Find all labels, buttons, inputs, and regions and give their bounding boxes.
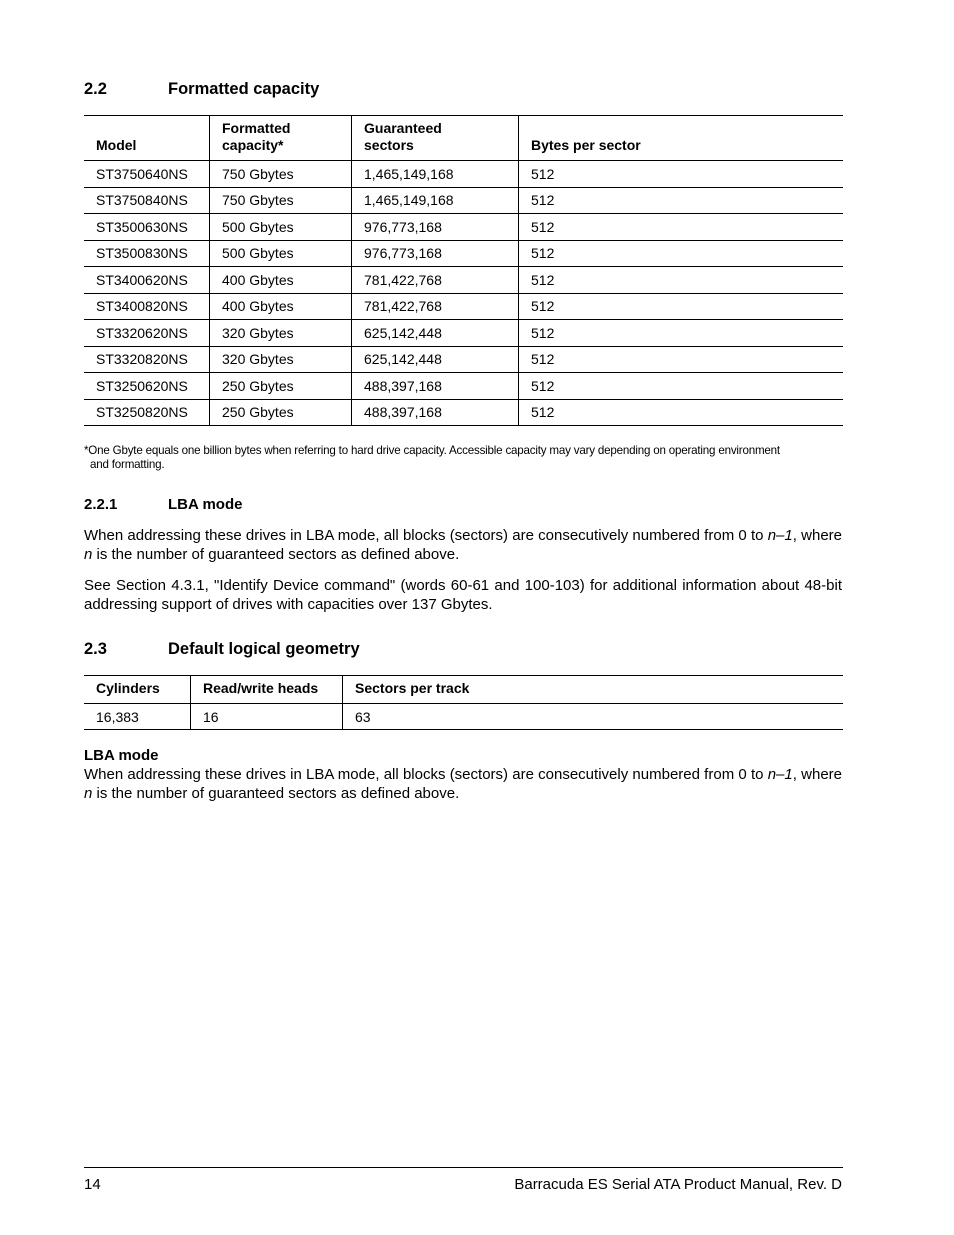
capacity-footnote (84, 444, 846, 472)
table-header-row (84, 116, 843, 161)
cell-bytes-per-sector: 512 (519, 399, 844, 426)
cell-model: ST3250620NS (84, 373, 210, 400)
cell-bytes-per-sector: 512 (519, 267, 844, 294)
cell-bytes-per-sector: 512 (519, 161, 844, 188)
column-header-formatted-capacity-text: Formatted capacity* (222, 120, 291, 153)
section-number: 2.3 (84, 640, 107, 658)
cell-bytes-per-sector: 512 (519, 373, 844, 400)
cell-bytes-per-sector: 512 (519, 214, 844, 241)
column-header-bytes-per-sector: Bytes per sector (519, 116, 844, 161)
cell-model: ST3320820NS (84, 346, 210, 373)
cell-model: ST3320620NS (84, 320, 210, 347)
table-header-row (84, 676, 843, 704)
paragraph-text: When addressing these drives in LBA mode, all blocks (sectors) are consecutively numbered from 0 to (84, 527, 768, 544)
variable-n-minus-1: n–1 (767, 766, 793, 783)
cell-formatted-capacity: 250 Gbytes (210, 373, 352, 400)
table-row (84, 240, 843, 267)
variable-n: n (84, 546, 93, 563)
table-row (84, 320, 843, 347)
column-header-formatted-capacity (210, 116, 352, 161)
footer-divider (84, 1167, 843, 1168)
section-title: LBA mode (168, 496, 243, 513)
cell-read-write-heads: 16 (191, 704, 343, 730)
column-header-read-write-heads: Read/write heads (191, 676, 343, 704)
cell-formatted-capacity: 500 Gbytes (210, 240, 352, 267)
column-header-guaranteed-sectors (352, 116, 519, 161)
cell-formatted-capacity: 500 Gbytes (210, 214, 352, 241)
section-heading-2-2-1 (84, 496, 242, 513)
section-number: 2.2 (84, 80, 107, 98)
cell-guaranteed-sectors: 625,142,448 (352, 320, 519, 347)
cell-bytes-per-sector: 512 (519, 293, 844, 320)
variable-n: n (84, 785, 93, 802)
table-row (84, 214, 843, 241)
table-row (84, 704, 843, 730)
cell-model: ST3400620NS (84, 267, 210, 294)
cell-model: ST3750640NS (84, 161, 210, 188)
column-header-sectors-per-track: Sectors per track (343, 676, 844, 704)
column-header-guaranteed-sectors-text: Guaranteed sectors (364, 120, 442, 153)
column-header-model: Model (84, 116, 210, 161)
column-header-cylinders: Cylinders (84, 676, 191, 704)
table-row (84, 293, 843, 320)
table-row (84, 267, 843, 294)
logical-geometry-table (84, 675, 843, 730)
cell-bytes-per-sector: 512 (519, 187, 844, 214)
cell-guaranteed-sectors: 781,422,768 (352, 267, 519, 294)
document-title: Barracuda ES Serial ATA Product Manual, Rev. D (514, 1176, 842, 1193)
cell-cylinders: 16,383 (84, 704, 191, 730)
cell-sectors-per-track: 63 (343, 704, 844, 730)
cell-model: ST3500630NS (84, 214, 210, 241)
section-heading-2-2 (84, 80, 319, 99)
table-row (84, 346, 843, 373)
cell-guaranteed-sectors: 976,773,168 (352, 240, 519, 267)
cell-guaranteed-sectors: 488,397,168 (352, 373, 519, 400)
cell-bytes-per-sector: 512 (519, 320, 844, 347)
cell-model: ST3250820NS (84, 399, 210, 426)
paragraph-text: , where (792, 527, 842, 544)
section-title: Formatted capacity (168, 80, 320, 98)
cell-formatted-capacity: 400 Gbytes (210, 293, 352, 320)
footnote-line-2: and formatting. (90, 458, 165, 471)
cell-guaranteed-sectors: 976,773,168 (352, 214, 519, 241)
table-row (84, 399, 843, 426)
lba-mode-label: LBA mode (84, 747, 159, 764)
paragraph-text: is the number of guaranteed sectors as defined above. (92, 546, 460, 563)
table-row (84, 373, 843, 400)
lba-mode-paragraph (84, 526, 842, 564)
paragraph-text: is the number of guaranteed sectors as defined above. (92, 785, 460, 802)
cell-bytes-per-sector: 512 (519, 240, 844, 267)
cell-model: ST3750840NS (84, 187, 210, 214)
cell-guaranteed-sectors: 625,142,448 (352, 346, 519, 373)
cell-formatted-capacity: 250 Gbytes (210, 399, 352, 426)
cell-guaranteed-sectors: 1,465,149,168 (352, 187, 519, 214)
paragraph-text: , where (792, 766, 842, 783)
identify-device-paragraph: See Section 4.3.1, "Identify Device command" (words 60-61 and 100-103) for additional information about 48-bit addressing support of drives with capacities over 137 Gbytes. (84, 577, 842, 613)
paragraph-text: When addressing these drives in LBA mode, all blocks (sectors) are consecutively numbered from 0 to (84, 766, 768, 783)
section-heading-2-3 (84, 640, 360, 659)
table-row (84, 187, 843, 214)
cell-bytes-per-sector: 512 (519, 346, 844, 373)
cell-guaranteed-sectors: 781,422,768 (352, 293, 519, 320)
table-row (84, 161, 843, 188)
cell-model: ST3500830NS (84, 240, 210, 267)
section-number: 2.2.1 (84, 496, 118, 513)
cell-formatted-capacity: 320 Gbytes (210, 346, 352, 373)
cell-formatted-capacity: 400 Gbytes (210, 267, 352, 294)
section-title: Default logical geometry (168, 640, 360, 658)
page-number: 14 (84, 1176, 101, 1193)
variable-n-minus-1: n–1 (767, 527, 793, 544)
cell-formatted-capacity: 750 Gbytes (210, 161, 352, 188)
formatted-capacity-table (84, 115, 843, 426)
cell-guaranteed-sectors: 1,465,149,168 (352, 161, 519, 188)
geometry-lba-paragraph (84, 765, 842, 803)
footnote-line-1: *One Gbyte equals one billion bytes when referring to hard drive capacity. Accessible capacity may vary depending on operating environment (84, 444, 780, 457)
cell-model: ST3400820NS (84, 293, 210, 320)
cell-formatted-capacity: 750 Gbytes (210, 187, 352, 214)
cell-guaranteed-sectors: 488,397,168 (352, 399, 519, 426)
cell-formatted-capacity: 320 Gbytes (210, 320, 352, 347)
